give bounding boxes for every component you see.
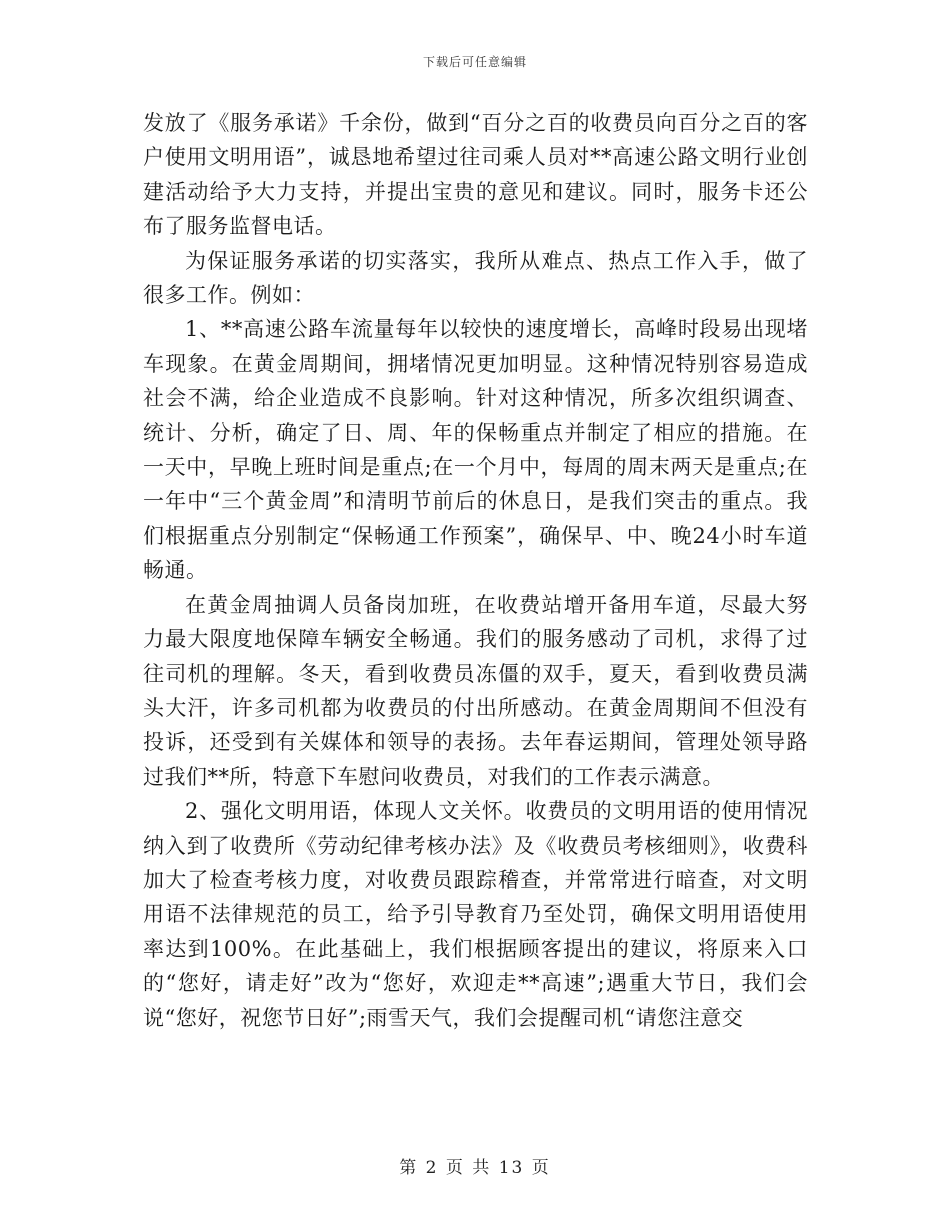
document-body xyxy=(143,106,808,1035)
page-number-footer: 第 2 页 共 13 页 xyxy=(399,1158,551,1178)
paragraph-5: 2、强化文明用语，体现人文关怀。收费员的文明用语的使用情况纳入到了收费所《劳动纪律考核办法》及《收费员考核细则》，收费科加大了检查考核力度，对收费员跟踪稽查，并常常进行暗查，对文明用语不法律规范的员工，给予引导教育乃至处罚，确保文明用语使用率达到100%。在此基础上，我们根据顾客提出的建议，将原来入口的“您好，请走好”改为“您好，欢迎走**高速”;遇重大节日，我们会说“您好，祝您节日好”;雨雪天气，我们会提醒司机“请您注意交 xyxy=(143,799,808,1030)
paragraph-2: 为保证服务承诺的切实落实，我所从难点、热点工作入手，做了很多工作。例如： xyxy=(143,248,808,308)
paragraph-1: 发放了《服务承诺》千余份，做到“百分之百的收费员向百分之百的客户使用文明用语”，诚恳地希望过往司乘人员对**高速公路文明行业创建活动给予大力支持，并提出宝贵的意见和建议。同时，服务卡还公布了服务监督电话。 xyxy=(143,111,808,239)
paragraph-3: 1、**高速公路车流量每年以较快的速度增长，高峰时段易出现堵车现象。在黄金周期间，拥堵情况更加明显。这种情况特别容易造成社会不满，给企业造成不良影响。针对这种情况，所多次组织调查、统计、分析，确定了日、周、年的保畅重点并制定了相应的措施。在一天中，早晚上班时间是重点;在一个月中，每周的周末两天是重点;在一年中“三个黄金周”和清明节前后的休息日，是我们突击的重点。我们根据重点分别制定“保畅通工作预案”，确保早、中、晚24小时车道畅通。 xyxy=(143,317,808,583)
page-header: 下载后可任意编辑 xyxy=(422,55,527,69)
paragraph-4: 在黄金周抽调人员备岗加班，在收费站增开备用车道，尽最大努力最大限度地保障车辆安全畅通。我们的服务感动了司机，求得了过往司机的理解。冬天，看到收费员冻僵的双手，夏天，看到收费员满头大汗，许多司机都为收费员的付出所感动。在黄金周期间不但没有投诉，还受到有关媒体和领导的表扬。去年春运期间，管理处领导路过我们**所，特意下车慰问收费员，对我们的工作表示满意。 xyxy=(143,592,808,789)
